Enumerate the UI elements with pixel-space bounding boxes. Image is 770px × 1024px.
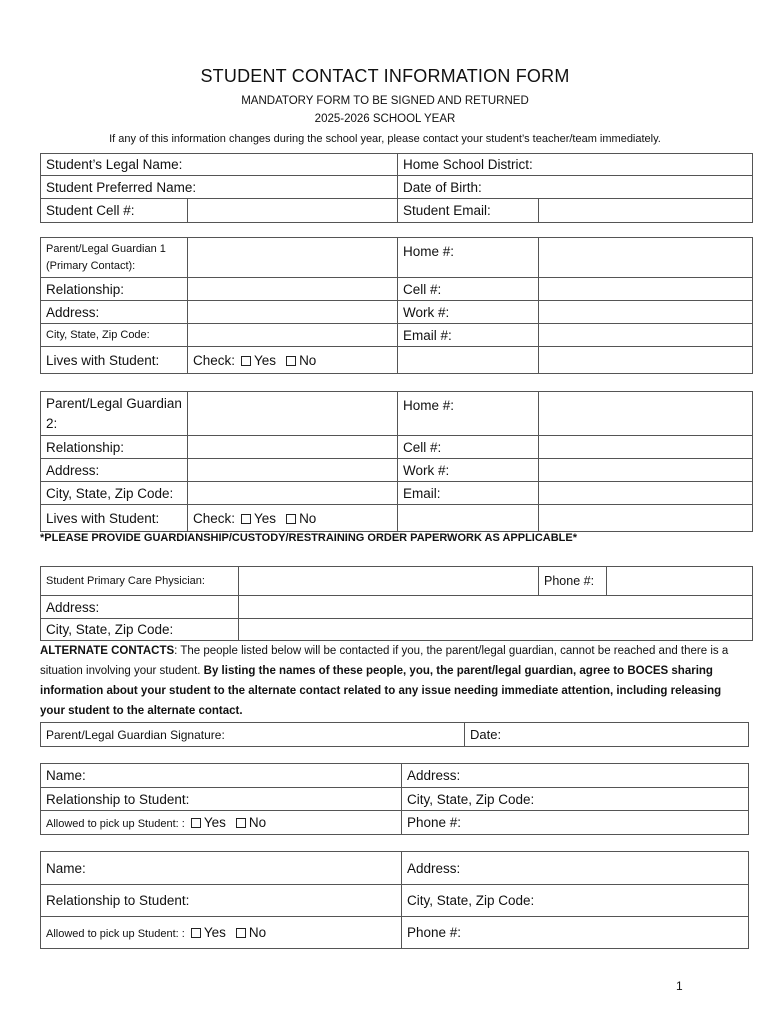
contact2-address-field[interactable]: Address: (402, 852, 749, 885)
student-cell-input[interactable] (188, 199, 398, 223)
yes-label: Yes (254, 510, 277, 526)
guardian1-cell-input[interactable] (539, 278, 753, 301)
student-email-input[interactable] (539, 199, 753, 223)
contact2-name-field[interactable]: Name: (41, 852, 402, 885)
home-school-district-field[interactable]: Home School District: (398, 154, 753, 176)
contact1-phone-field[interactable]: Phone #: (402, 811, 749, 835)
physician-phone-label: Phone #: (539, 567, 607, 596)
guardian1-city-input[interactable] (188, 324, 398, 347)
yes-checkbox[interactable] (241, 356, 251, 366)
physician-label: Student Primary Care Physician: (41, 567, 239, 596)
guardian1-lives-label: Lives with Student: (41, 347, 188, 374)
guardian2-cell-input[interactable] (539, 436, 753, 459)
form-subtitle: MANDATORY FORM TO BE SIGNED AND RETURNED (241, 95, 529, 107)
guardian2-work-input[interactable] (539, 459, 753, 482)
guardian2-address-label: Address: (41, 459, 188, 482)
pickup-label: Allowed to pick up Student: : (46, 818, 185, 830)
guardian2-home-label: Home #: (398, 392, 539, 436)
guardian2-home-input[interactable] (539, 392, 753, 436)
yes-label: Yes (203, 815, 226, 830)
no-checkbox[interactable] (286, 356, 296, 366)
guardian1-lives-check (188, 347, 398, 374)
no-checkbox[interactable] (286, 514, 296, 524)
guardian2-empty-cell[interactable] (398, 505, 539, 532)
physician-address-input[interactable] (239, 596, 753, 619)
yes-checkbox[interactable] (191, 818, 201, 828)
guardian1-relationship-input[interactable] (188, 278, 398, 301)
guardian1-empty-cell-2[interactable] (539, 347, 753, 374)
guardian2-name-input[interactable] (188, 392, 398, 436)
guardian-signature-field[interactable]: Parent/Legal Guardian Signature: (41, 723, 465, 747)
guardian1-address-label: Address: (41, 301, 188, 324)
guardian2-email-label: Email: (398, 482, 539, 505)
no-label: No (299, 510, 317, 526)
school-year: 2025-2026 SCHOOL YEAR (314, 113, 456, 125)
alternate-contacts-paragraph (40, 641, 740, 721)
pickup-label: Allowed to pick up Student: : (46, 928, 185, 940)
contact2-phone-field[interactable]: Phone #: (402, 917, 749, 949)
guardian2-relationship-label: Relationship: (41, 436, 188, 459)
guardian2-city-input[interactable] (188, 482, 398, 505)
check-label: Check: (193, 510, 236, 526)
page-number: 1 (676, 979, 683, 993)
student-legal-name-field[interactable]: Student’s Legal Name: (41, 154, 398, 176)
physician-address-label: Address: (41, 596, 239, 619)
guardian1-email-input[interactable] (539, 324, 753, 347)
no-checkbox[interactable] (236, 928, 246, 938)
guardian1-cell-label: Cell #: (398, 278, 539, 301)
yes-label: Yes (254, 352, 277, 368)
contact1-relationship-field[interactable]: Relationship to Student: (41, 788, 402, 811)
check-label: Check: (193, 352, 236, 368)
contact1-address-field[interactable]: Address: (402, 764, 749, 788)
physician-table (40, 566, 753, 641)
alternate-contact1-table (40, 763, 749, 835)
contact1-pickup-cell (41, 811, 402, 835)
no-checkbox[interactable] (236, 818, 246, 828)
guardian1-label: Parent/Legal Guardian 1 (Primary Contact): (41, 238, 188, 278)
guardian1-work-label: Work #: (398, 301, 539, 324)
guardian1-city-label: City, State, Zip Code: (41, 324, 188, 347)
form-title: STUDENT CONTACT INFORMATION FORM (200, 66, 570, 86)
alternate-contacts-heading: ALTERNATE CONTACTS (40, 645, 175, 657)
guardian1-address-input[interactable] (188, 301, 398, 324)
change-notice: If any of this information changes during the school year, please contact your student’s teacher/team immediately. (109, 133, 661, 145)
guardian1-email-label: Email #: (398, 324, 539, 347)
physician-city-input[interactable] (239, 619, 753, 641)
yes-label: Yes (203, 925, 226, 940)
signature-date-field[interactable]: Date: (465, 723, 749, 747)
physician-name-input[interactable] (239, 567, 539, 596)
guardian2-work-label: Work #: (398, 459, 539, 482)
no-label: No (248, 815, 267, 830)
no-label: No (299, 352, 317, 368)
contact1-name-field[interactable]: Name: (41, 764, 402, 788)
guardian1-home-input[interactable] (539, 238, 753, 278)
guardian1-relationship-label: Relationship: (41, 278, 188, 301)
guardian2-relationship-input[interactable] (188, 436, 398, 459)
student-preferred-name-field[interactable]: Student Preferred Name: (41, 176, 398, 199)
guardian1-name-input[interactable] (188, 238, 398, 278)
no-label: No (248, 925, 267, 940)
guardian2-label: Parent/Legal Guardian 2: (41, 392, 188, 436)
guardian1-home-label: Home #: (398, 238, 539, 278)
alternate-contacts-agreement: By listing the names of these people, you, the parent/legal guardian, agree to BOCES sharing information about your student to the alternate contact related to any issue needing immediate attention, including releasing your student to the alternate contact. (40, 665, 722, 717)
contact2-pickup-cell (41, 917, 402, 949)
student-email-label: Student Email: (398, 199, 539, 223)
alternate-contacts-text: : The people listed below will be contacted if you, the parent/legal guardian, cannot be reached and there is a situation involving your student. (40, 645, 729, 677)
guardian1-work-input[interactable] (539, 301, 753, 324)
student-info-table (40, 153, 753, 223)
guardian1-table (40, 237, 753, 374)
contact2-city-field[interactable]: City, State, Zip Code: (402, 885, 749, 917)
contact1-city-field[interactable]: City, State, Zip Code: (402, 788, 749, 811)
guardian2-empty-cell-2[interactable] (539, 505, 753, 532)
guardian2-email-input[interactable] (539, 482, 753, 505)
signature-table (40, 722, 749, 747)
custody-note: *PLEASE PROVIDE GUARDIANSHIP/CUSTODY/RESTRAINING ORDER PAPERWORK AS APPLICABLE* (40, 532, 578, 544)
yes-checkbox[interactable] (241, 514, 251, 524)
guardian1-empty-cell[interactable] (398, 347, 539, 374)
guardian2-lives-label: Lives with Student: (41, 505, 188, 532)
guardian2-table (40, 391, 753, 532)
yes-checkbox[interactable] (191, 928, 201, 938)
guardian2-lives-check (188, 505, 398, 532)
student-cell-label: Student Cell #: (41, 199, 188, 223)
alternate-contact2-table (40, 851, 749, 949)
physician-phone-input[interactable] (607, 567, 753, 596)
guardian2-city-label: City, State, Zip Code: (41, 482, 188, 505)
guardian2-address-input[interactable] (188, 459, 398, 482)
contact2-relationship-field[interactable]: Relationship to Student: (41, 885, 402, 917)
physician-city-label: City, State, Zip Code: (41, 619, 239, 641)
date-of-birth-field[interactable]: Date of Birth: (398, 176, 753, 199)
guardian2-cell-label: Cell #: (398, 436, 539, 459)
